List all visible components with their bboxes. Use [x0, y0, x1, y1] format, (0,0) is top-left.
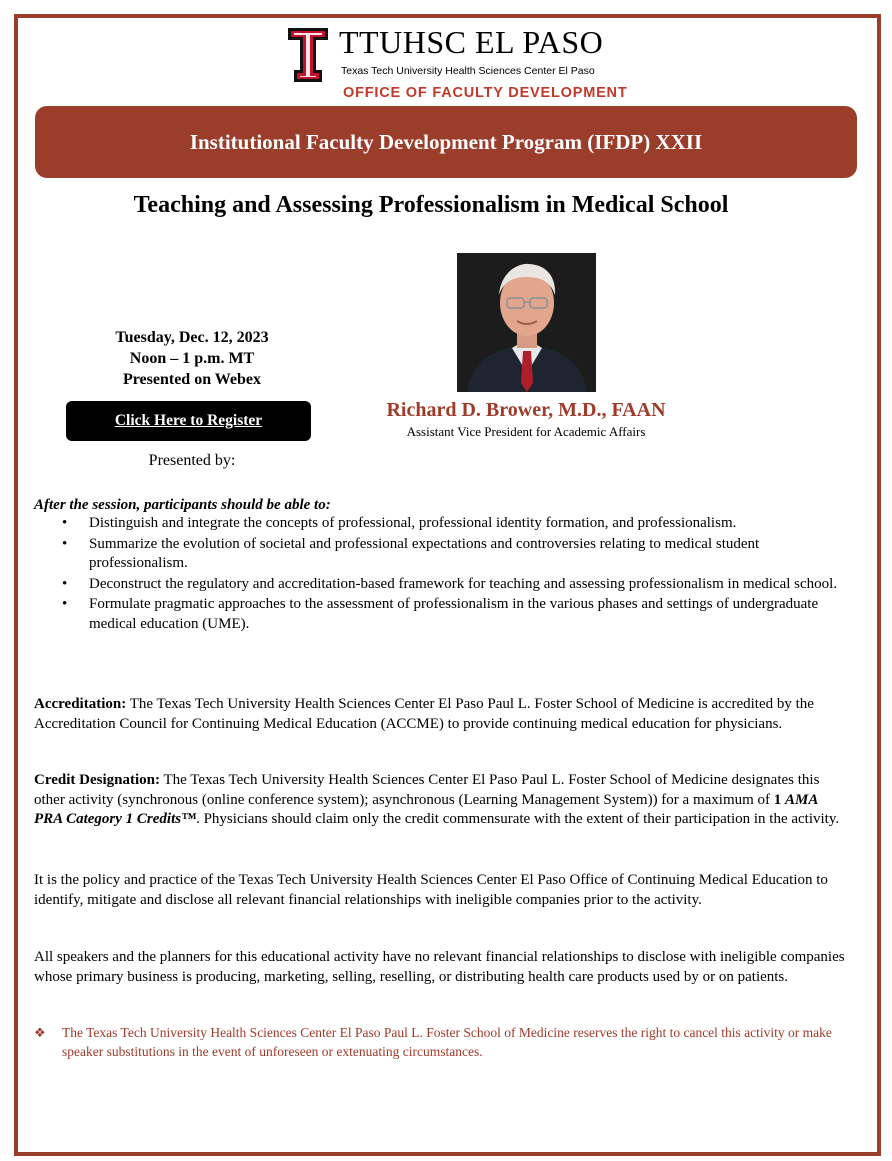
credit-text-after: . Physicians should claim only the credit commensurate with the extent of their participation in the activity.	[196, 811, 840, 827]
session-title: Teaching and Assessing Professionalism in Medical School	[133, 192, 729, 218]
office-title: OFFICE OF FACULTY DEVELOPMENT	[343, 85, 628, 101]
register-button[interactable]: Click Here to Register	[66, 401, 311, 441]
speaker-portrait-icon	[457, 253, 596, 392]
accreditation-text: The Texas Tech University Health Sciences Center El Paso Paul L. Foster School of Medicine is accredited by the Accreditation Council for Continuing Medical Education (ACCME) to provide continuing medical education for physicians.	[34, 696, 814, 732]
ttuhsc-logo	[286, 26, 616, 86]
credit-text: The Texas Tech University Health Sciences Center El Paso Paul L. Foster School of Medicine designates this other activity (synchronous (online conference system); asynchronous (Learning Management System)) for a maximum of	[34, 772, 820, 808]
objectives-intro: After the session, participants should be able to:	[34, 497, 331, 513]
speaker-photo	[457, 253, 596, 392]
accreditation-statement	[34, 695, 849, 734]
event-date: Tuesday, Dec. 12, 2023	[115, 329, 269, 346]
list-item: • Summarize the evolution of societal and professional expectations and controversies relating to medical student professionalism.	[89, 535, 849, 574]
objectives-list	[34, 514, 849, 635]
event-time: Noon – 1 p.m. MT	[129, 350, 255, 367]
double-t-logo-icon	[286, 26, 330, 84]
event-venue: Presented on Webex	[122, 371, 262, 388]
event-details	[72, 327, 312, 390]
list-item: • Distinguish and integrate the concepts of professional, professional identity formation, and professionalism.	[89, 514, 849, 534]
brand-subtitle: Texas Tech University Health Sciences Center El Paso	[341, 65, 595, 77]
cancellation-notice	[34, 1024, 849, 1061]
brand-name: TTUHSC EL PASO	[339, 24, 604, 60]
notice-text: The Texas Tech University Health Sciences Center El Paso Paul L. Foster School of Medicine reserves the right to cancel this activity or make speaker substitutions in the event of unforeseen or extenuating circumstances.	[62, 1025, 832, 1059]
credit-name: AMA PRA Category 1 Credits™	[34, 791, 818, 827]
disclosure-statement: All speakers and the planners for this educational activity have no relevant financial relationships to disclose with ineligible companies whose primary business is producing, marketing, selling, reselling, or distributing health care products used by or on patients.	[34, 949, 845, 985]
program-banner-text: Institutional Faculty Development Program (IFDP) XXII	[189, 130, 703, 154]
speaker-role: Assistant Vice President for Academic Affairs	[406, 424, 646, 439]
list-item: • Formulate pragmatic approaches to the assessment of professionalism in the various phases and settings of undergraduate medical education (UME).	[89, 595, 849, 634]
list-item: • Deconstruct the regulatory and accreditation-based framework for teaching and assessing professionalism in medical school.	[89, 575, 849, 595]
program-banner	[35, 106, 857, 178]
credit-amount: 1	[773, 791, 782, 808]
credit-label: Credit Designation:	[34, 772, 160, 788]
speaker-name: Richard D. Brower, M.D., FAAN	[386, 399, 666, 421]
policy-statement: It is the policy and practice of the Texas Tech University Health Sciences Center El Paso Office of Continuing Medical Education to identify, mitigate and disclose all relevant financial relationships with ineligible companies prior to the activity.	[34, 872, 828, 908]
presented-by-label: Presented by:	[148, 452, 236, 469]
diamond-bullet-icon: ❖	[34, 1025, 46, 1040]
credit-designation	[34, 771, 849, 830]
accreditation-label: Accreditation:	[34, 696, 127, 712]
